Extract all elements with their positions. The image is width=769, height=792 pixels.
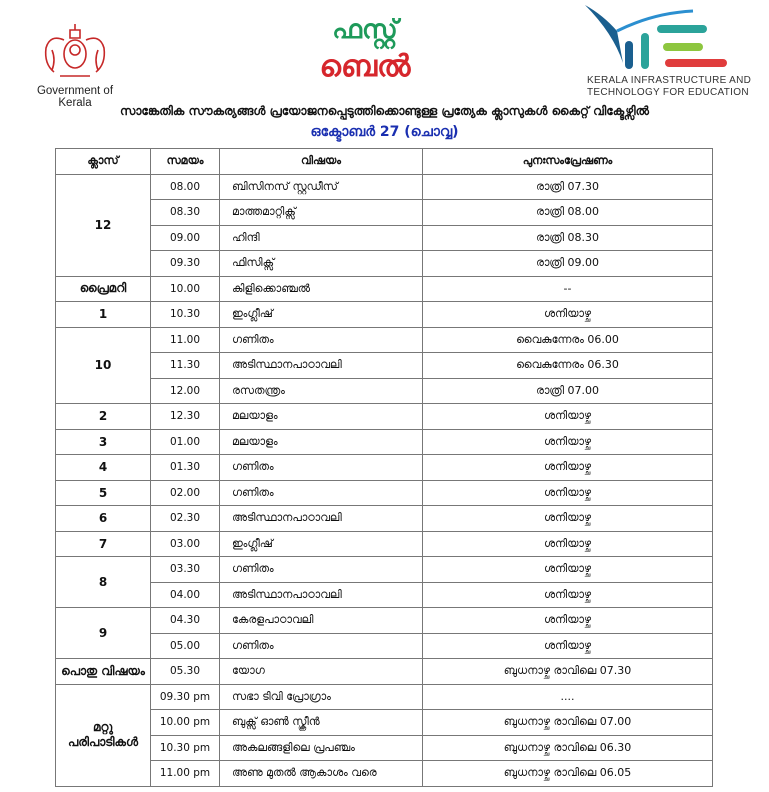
table-row: [56, 404, 713, 430]
subject-cell: അടിസ്ഥാനപാഠാവലി: [220, 506, 423, 532]
rebroadcast-cell: ശനിയാഴ്ച: [423, 557, 713, 583]
rebroadcast-cell: ....: [423, 684, 713, 710]
table-row: [56, 608, 713, 634]
class-cell: മറ്റു പരിപാടികൾ: [56, 684, 151, 786]
class-cell: 9: [56, 608, 151, 659]
rebroadcast-cell: ബുധനാഴ്ച രാവിലെ 07.30: [423, 659, 713, 685]
table-row: [56, 735, 713, 761]
rebroadcast-cell: രാത്രി 09.00: [423, 251, 713, 277]
class-cell: 4: [56, 455, 151, 481]
subject-cell: ഹിന്ദി: [220, 225, 423, 251]
subject-cell: മലയാളം: [220, 429, 423, 455]
table-row: [56, 761, 713, 787]
class-cell: 12: [56, 174, 151, 276]
kite-logo: [583, 3, 763, 98]
class-cell: 2: [56, 404, 151, 430]
rebroadcast-cell: ശനിയാഴ്ച: [423, 506, 713, 532]
table-row: [56, 429, 713, 455]
rebroadcast-cell: ശനിയാഴ്ച: [423, 582, 713, 608]
class-cell: പ്രൈമറി: [56, 276, 151, 302]
subject-cell: അടിസ്ഥാനപാഠാവലി: [220, 353, 423, 379]
subject-cell: കേരളപാഠാവലി: [220, 608, 423, 634]
rebroadcast-cell: ശനിയാഴ്ച: [423, 404, 713, 430]
table-row: [56, 531, 713, 557]
time-cell: 12.30: [151, 404, 220, 430]
table-row: [56, 251, 713, 277]
subject-cell: സഭാ ടിവി പ്രോഗ്രാം: [220, 684, 423, 710]
subject-cell: രസതന്ത്രം: [220, 378, 423, 404]
time-cell: 09.30: [151, 251, 220, 277]
subject-cell: ഫിസിക്സ്: [220, 251, 423, 277]
time-cell: 08.30: [151, 200, 220, 226]
kite-label-line1: KERALA INFRASTRUCTURE AND: [587, 75, 752, 86]
column-header-subject: വിഷയം: [220, 149, 423, 175]
rebroadcast-cell: ബുധനാഴ്ച രാവിലെ 06.30: [423, 735, 713, 761]
table-row: [56, 506, 713, 532]
rebroadcast-cell: ശനിയാഴ്ച: [423, 429, 713, 455]
schedule-date: ഒക്ടോബർ 27 (ചൊവ്വ): [310, 124, 459, 140]
class-cell: 6: [56, 506, 151, 532]
time-cell: 10.30 pm: [151, 735, 220, 761]
rebroadcast-cell: രാത്രി 08.00: [423, 200, 713, 226]
time-cell: 08.00: [151, 174, 220, 200]
rebroadcast-cell: വൈകുന്നേരം 06.30: [423, 353, 713, 379]
rebroadcast-cell: ബുധനാഴ്ച രാവിലെ 06.05: [423, 761, 713, 787]
subject-cell: ബുക്സ് ഓൺ സ്ക്രീൻ: [220, 710, 423, 736]
subject-cell: അകലങ്ങളിലെ പ്രപഞ്ചം: [220, 735, 423, 761]
time-cell: 04.00: [151, 582, 220, 608]
time-cell: 01.00: [151, 429, 220, 455]
rebroadcast-cell: ശനിയാഴ്ച: [423, 302, 713, 328]
rebroadcast-cell: വൈകുന്നേരം 06.00: [423, 327, 713, 353]
subject-cell: ഗണിതം: [220, 327, 423, 353]
subject-cell: അടിസ്ഥാനപാഠാവലി: [220, 582, 423, 608]
schedule-table: [55, 148, 713, 787]
first-bell-logo-line2: ബെൽ: [319, 49, 411, 84]
government-of-kerala-logo: [20, 20, 130, 109]
table-row: [56, 353, 713, 379]
time-cell: 09.00: [151, 225, 220, 251]
kite-label: [587, 75, 751, 99]
table-row: [56, 659, 713, 685]
rebroadcast-cell: രാത്രി 07.00: [423, 378, 713, 404]
table-row: [56, 276, 713, 302]
table-row: [56, 174, 713, 200]
subject-cell: ഇംഗ്ലീഷ്: [220, 302, 423, 328]
government-label: Government of Kerala: [36, 85, 114, 109]
rebroadcast-cell: ബുധനാഴ്ച രാവിലെ 07.00: [423, 710, 713, 736]
subject-cell: മലയാളം: [220, 404, 423, 430]
subject-cell: ഗണിതം: [220, 633, 423, 659]
class-cell: 8: [56, 557, 151, 608]
table-row: [56, 327, 713, 353]
time-cell: 10.00 pm: [151, 710, 220, 736]
rebroadcast-cell: രാത്രി 07.30: [423, 174, 713, 200]
table-row: [56, 582, 713, 608]
table-row: [56, 378, 713, 404]
class-cell: 10: [56, 327, 151, 404]
time-cell: 03.30: [151, 557, 220, 583]
class-cell: പൊതു വിഷയം: [56, 659, 151, 685]
subject-cell: മാത്തമാറ്റിക്സ്: [220, 200, 423, 226]
column-header-time: സമയം: [151, 149, 220, 175]
subject-cell: കിളിക്കൊഞ്ചൽ: [220, 276, 423, 302]
table-header-row: [56, 149, 713, 175]
subject-cell: ഗണിതം: [220, 557, 423, 583]
subject-cell: ഇംഗ്ലീഷ്: [220, 531, 423, 557]
class-cell: 5: [56, 480, 151, 506]
table-row: [56, 684, 713, 710]
subject-cell: ഗണിതം: [220, 455, 423, 481]
column-header-rebroadcast: പുനഃസംപ്രേഷണം: [423, 149, 713, 175]
table-row: [56, 200, 713, 226]
time-cell: 05.30: [151, 659, 220, 685]
time-cell: 05.00: [151, 633, 220, 659]
rebroadcast-cell: ശനിയാഴ്ച: [423, 608, 713, 634]
time-cell: 11.00: [151, 327, 220, 353]
time-cell: 11.00 pm: [151, 761, 220, 787]
first-bell-logo: [315, 12, 415, 97]
subject-cell: ഗണിതം: [220, 480, 423, 506]
time-cell: 01.30: [151, 455, 220, 481]
rebroadcast-cell: ശനിയാഴ്ച: [423, 633, 713, 659]
subject-cell: യോഗ: [220, 659, 423, 685]
time-cell: 10.30: [151, 302, 220, 328]
time-cell: 02.00: [151, 480, 220, 506]
kite-label-line2: TECHNOLOGY FOR EDUCATION: [587, 87, 749, 98]
kerala-emblem-icon: [40, 20, 110, 82]
table-row: [56, 302, 713, 328]
subject-cell: ബിസിനസ് സ്റ്റഡീസ്: [220, 174, 423, 200]
time-cell: 12.00: [151, 378, 220, 404]
kite-mark-icon: [583, 3, 763, 73]
time-cell: 03.00: [151, 531, 220, 557]
rebroadcast-cell: ശനിയാഴ്ച: [423, 531, 713, 557]
time-cell: 09.30 pm: [151, 684, 220, 710]
table-row: [56, 225, 713, 251]
table-row: [56, 633, 713, 659]
column-header-class: ക്ലാസ്: [56, 149, 151, 175]
class-cell: 3: [56, 429, 151, 455]
first-bell-logo-line1: ഫസ്റ്റ്: [332, 15, 398, 45]
table-row: [56, 455, 713, 481]
class-cell: 1: [56, 302, 151, 328]
subject-cell: അണു മുതൽ ആകാശം വരെ: [220, 761, 423, 787]
rebroadcast-cell: ശനിയാഴ്ച: [423, 480, 713, 506]
rebroadcast-cell: --: [423, 276, 713, 302]
class-cell: 7: [56, 531, 151, 557]
rebroadcast-cell: രാത്രി 08.30: [423, 225, 713, 251]
time-cell: 11.30: [151, 353, 220, 379]
rebroadcast-cell: ശനിയാഴ്ച: [423, 455, 713, 481]
time-cell: 10.00: [151, 276, 220, 302]
time-cell: 04.30: [151, 608, 220, 634]
table-row: [56, 557, 713, 583]
page-title: സാങ്കേതിക സൗകര്യങ്ങൾ പ്രയോജനപ്പെടുത്തിക്കൊണ്ടുള്ള പ്രത്യേക ക്ലാസുകൾ കൈറ്റ് വിക്ടേഴ്സിൽ: [119, 104, 650, 118]
time-cell: 02.30: [151, 506, 220, 532]
table-row: [56, 480, 713, 506]
table-row: [56, 710, 713, 736]
